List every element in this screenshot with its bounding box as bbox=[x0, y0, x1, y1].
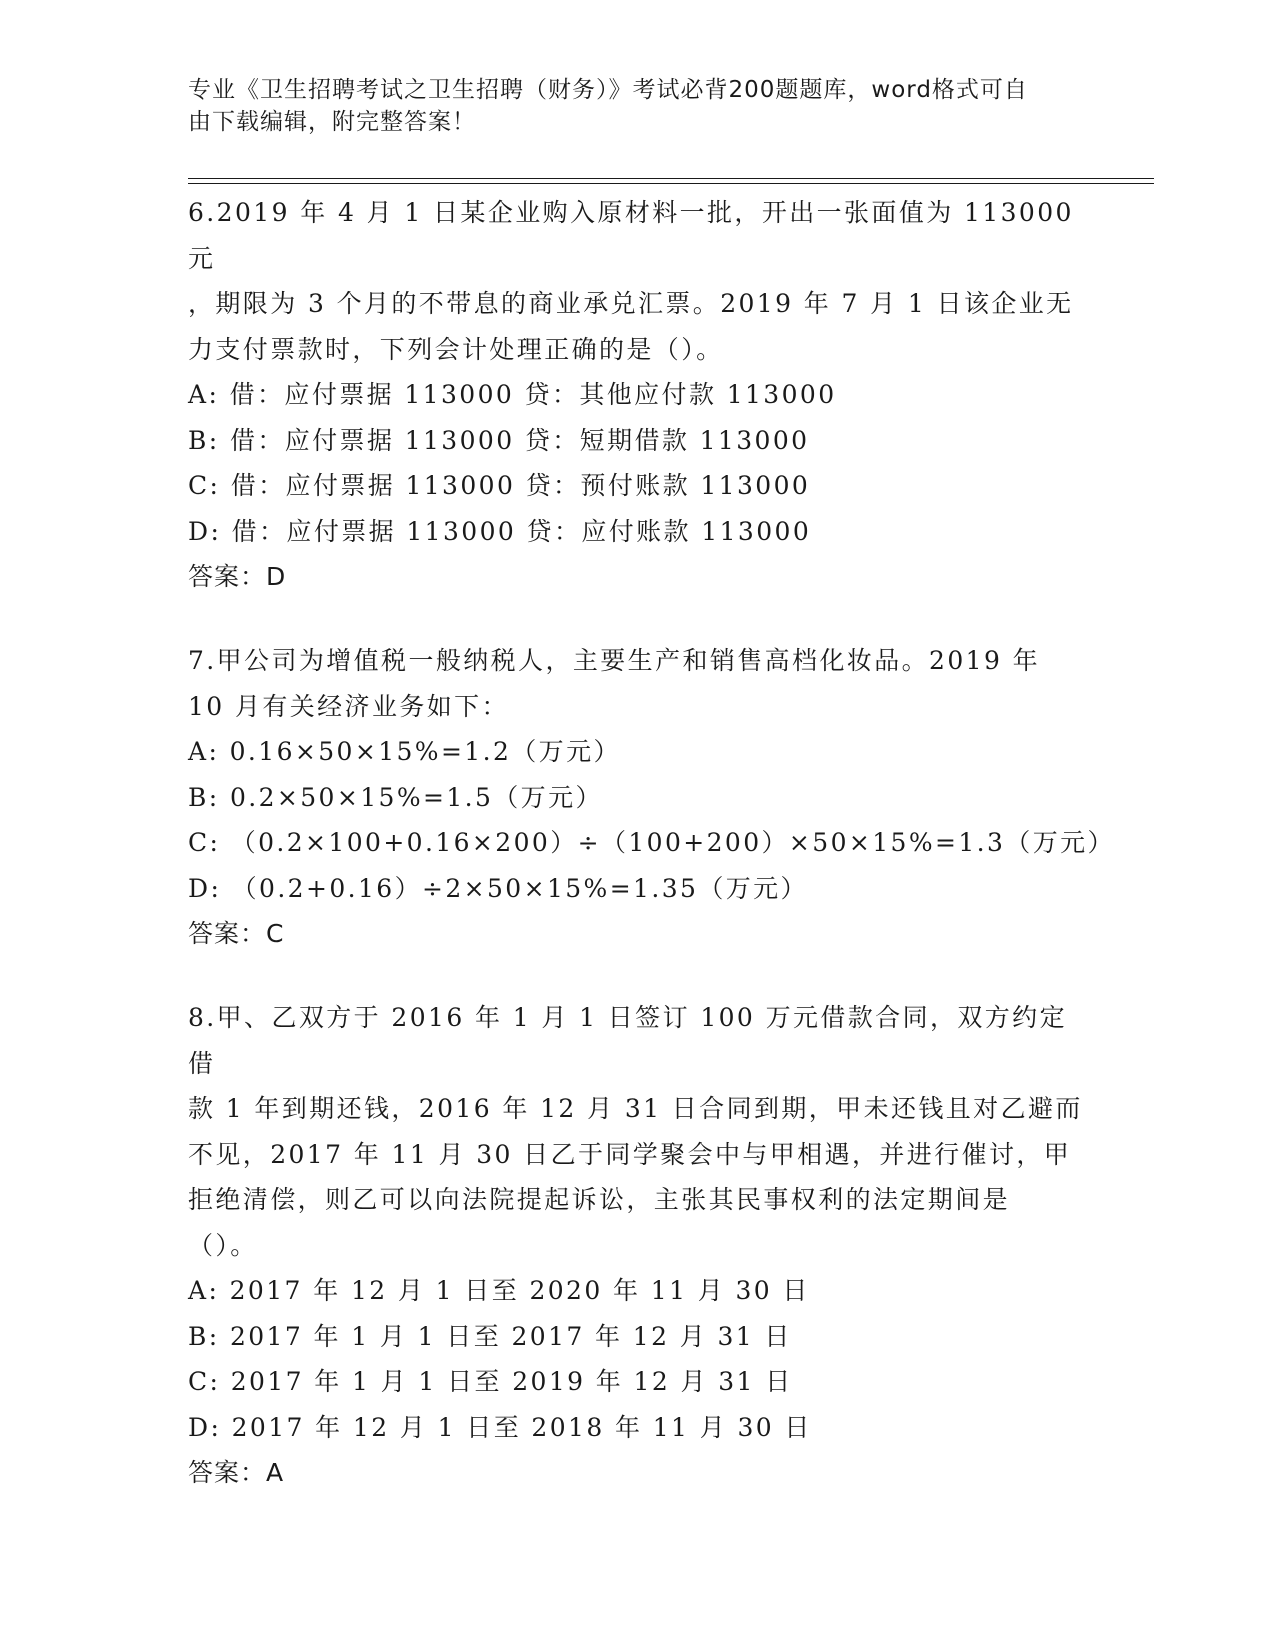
option-d: D: （0.2+0.16）÷2×50×15%=1.35（万元） bbox=[188, 873, 808, 903]
option-d: D: 借：应付票据 113000 贷：应付账款 113000 bbox=[188, 516, 812, 546]
stem-line: 10 月有关经济业务如下： bbox=[188, 691, 509, 721]
option-d: D: 2017 年 12 月 1 日至 2018 年 11 月 30 日 bbox=[188, 1412, 812, 1442]
option-c: C: （0.2×100+0.16×200）÷（100+200）×50×15%=1.3（万元） bbox=[188, 828, 1115, 857]
question-list bbox=[188, 190, 1115, 1534]
question-7 bbox=[188, 638, 1115, 957]
header-divider-bottom bbox=[188, 183, 1154, 184]
option-b: B: 借：应付票据 113000 贷：短期借款 113000 bbox=[188, 425, 810, 455]
answer: 答案：C bbox=[188, 919, 285, 948]
stem-line: 力支付票款时，下列会计处理正确的是（）。 bbox=[188, 334, 724, 364]
option-a: A: 借：应付票据 113000 贷：其他应付款 113000 bbox=[188, 380, 837, 409]
stem-line: ，期限为 3 个月的不带息的商业承兑汇票。2019 年 7 月 1 日该企业无 bbox=[188, 289, 1074, 318]
question-stem bbox=[188, 638, 1088, 729]
stem-line: 拒绝清偿，则乙可以向法院提起诉讼，主张其民事权利的法定期间是 bbox=[188, 1185, 1011, 1214]
option-c: C: 借：应付票据 113000 贷：预付账款 113000 bbox=[188, 471, 811, 500]
option-b: B: 2017 年 1 月 1 日至 2017 年 12 月 31 日 bbox=[188, 1321, 792, 1351]
question-stem bbox=[188, 190, 1088, 372]
option-b: B: 0.2×50×15%=1.5（万元） bbox=[188, 782, 603, 812]
stem-line: 款 1 年到期还钱，2016 年 12 月 31 日合同到期，甲未还钱且对乙避而 bbox=[188, 1094, 1083, 1123]
answer: 答案：D bbox=[188, 562, 287, 591]
stem-line: 6.2019 年 4 月 1 日某企业购入原材料一批，开出一张面值为 113000 元 bbox=[188, 198, 1074, 273]
header-divider-top bbox=[188, 178, 1154, 179]
question-8 bbox=[188, 995, 1088, 1496]
document-header bbox=[188, 74, 1068, 138]
option-a: A: 0.16×50×15%=1.2（万元） bbox=[188, 737, 621, 766]
stem-line: 8.甲、乙双方于 2016 年 1 月 1 日签订 100 万元借款合同，双方约定借 bbox=[188, 1003, 1067, 1078]
option-a: A: 2017 年 12 月 1 日至 2020 年 11 月 30 日 bbox=[188, 1276, 810, 1305]
stem-line: 不见，2017 年 11 月 30 日乙于同学聚会中与甲相遇，并进行催讨，甲 bbox=[188, 1139, 1072, 1169]
stem-line: 7.甲公司为增值税一般纳税人，主要生产和销售高档化妆品。2019 年 bbox=[188, 646, 1041, 675]
header-line-1: 专业《卫生招聘考试之卫生招聘（财务）》考试必背200题题库，word格式可自 bbox=[188, 77, 1028, 103]
answer: 答案：A bbox=[188, 1458, 285, 1487]
question-6 bbox=[188, 190, 1088, 600]
option-c: C: 2017 年 1 月 1 日至 2019 年 12 月 31 日 bbox=[188, 1367, 793, 1396]
header-line-2: 由下载编辑，附完整答案！ bbox=[188, 109, 476, 135]
stem-line: （）。 bbox=[188, 1230, 258, 1260]
question-stem bbox=[188, 995, 1088, 1268]
